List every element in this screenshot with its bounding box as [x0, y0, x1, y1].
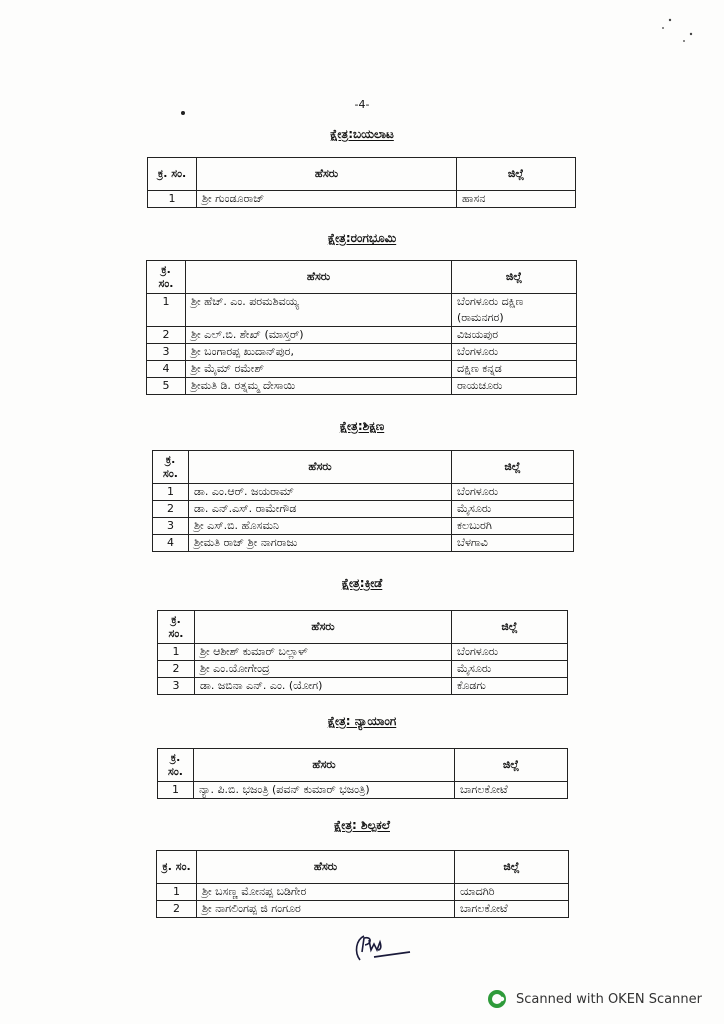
- cell-sno: 3: [158, 678, 195, 695]
- cell-sno: 3: [153, 518, 189, 535]
- cell-district: ರಾಯಚೂರು: [452, 378, 577, 395]
- header-district: ಜಿಲ್ಲೆ: [455, 851, 569, 884]
- cell-name: ಶ್ರೀ ನಾಗಲಿಂಗಪ್ಪ ಜಿ ಗಂಗೂರ: [197, 901, 455, 918]
- cell-sno: 2: [157, 901, 197, 918]
- cell-district: ಬೆಳಗಾವಿ: [452, 535, 574, 552]
- header-sno: ಕ್ರ. ಸಂ.: [158, 611, 195, 644]
- signature: [350, 930, 420, 966]
- section-title: [0, 231, 724, 246]
- cell-name: ಶ್ರೀಮತಿ ಡಿ. ರತ್ನಮ್ಮ ದೇಸಾಯಿ: [186, 378, 452, 395]
- section-title: [0, 818, 724, 833]
- table-row: [147, 327, 577, 344]
- cell-name: ಶ್ರೀ ಬಸಣ್ಣ ಮೋನಪ್ಪ ಬಡಿಗೇರ: [197, 884, 455, 901]
- awardee-table: [157, 748, 568, 799]
- cell-name: ಡಾ. ಜಬಿನಾ ಎನ್. ಎಂ. (ಯೋಗ): [195, 678, 452, 695]
- header-district: ಜಿಲ್ಲೆ: [452, 611, 568, 644]
- header-sno: ಕ್ರ. ಸಂ.: [147, 261, 186, 294]
- watermark-text: Scanned with OKEN Scanner: [516, 991, 702, 1007]
- cell-name: ಶ್ರೀ ಹೆಚ್. ಎಂ. ಪರಮಶಿವಯ್ಯ: [186, 294, 452, 327]
- table-header-row: [147, 261, 577, 294]
- cell-sno: 4: [147, 361, 186, 378]
- cell-sno: 1: [158, 644, 195, 661]
- table-row: [157, 884, 569, 901]
- cell-sno: 3: [147, 344, 186, 361]
- header-name: ಹೆಸರು: [195, 611, 452, 644]
- cell-sno: 2: [147, 327, 186, 344]
- cell-district: ಕಲಬುರಗಿ: [452, 518, 574, 535]
- table-header-row: [158, 611, 568, 644]
- table-header-row: [157, 851, 569, 884]
- table-row: [158, 644, 568, 661]
- header-name: ಹೆಸರು: [186, 261, 452, 294]
- header-sno: ಕ್ರ. ಸಂ.: [148, 158, 197, 191]
- cell-name: ಶ್ರೀ ಎಲ್.ಬಿ. ಶೇಖ್ (ಮಾಸ್ತರ್): [186, 327, 452, 344]
- cell-sno: 1: [153, 484, 189, 501]
- cell-name: ಶ್ರೀಮತಿ ರಾಜ್ ಶ್ರೀ ನಾಗರಾಜು: [189, 535, 452, 552]
- cell-name: ಶ್ರೀ ಮೈಮ್ ರಮೇಶ್: [186, 361, 452, 378]
- table-row: [147, 361, 577, 378]
- cell-district: ಬಾಗಲಕೋಟೆ: [455, 901, 569, 918]
- cell-sno: 2: [158, 661, 195, 678]
- header-sno: ಕ್ರ. ಸಂ.: [157, 851, 197, 884]
- cell-name: ಶ್ರೀ ಬಂಗಾರಪ್ಪ ಖುದಾನ್‌ಪುರ,: [186, 344, 452, 361]
- cell-sno: 4: [153, 535, 189, 552]
- cell-district: ಬೆಂಗಳೂರು: [452, 484, 574, 501]
- cell-district: ಬಾಗಲಕೋಟೆ: [455, 782, 568, 799]
- cell-district: ಹಾಸನ: [457, 191, 576, 208]
- table-row: [147, 294, 577, 327]
- cell-district: ಮೈಸೂರು: [452, 661, 568, 678]
- header-name: ಹೆಸರು: [189, 451, 452, 484]
- table-row: [158, 661, 568, 678]
- cell-sno: 1: [158, 782, 194, 799]
- header-district: ಜಿಲ್ಲೆ: [457, 158, 576, 191]
- cell-district: ಬೆಂಗಳೂರು: [452, 344, 577, 361]
- header-name: ಹೆಸರು: [194, 749, 455, 782]
- table-row: [153, 484, 574, 501]
- section-title-text: ಕ್ಷೇತ್ರ: ಶಿಲ್ಪಕಲೆ: [334, 818, 390, 832]
- scan-specks: [660, 8, 710, 48]
- cell-district: ಕೊಡಗು: [452, 678, 568, 695]
- awardee-table: [146, 260, 577, 395]
- header-sno: ಕ್ರ. ಸಂ.: [158, 749, 194, 782]
- table-row: [147, 378, 577, 395]
- table-header-row: [153, 451, 574, 484]
- table-row: [153, 535, 574, 552]
- table-row: [153, 501, 574, 518]
- section-title: [0, 714, 724, 729]
- cell-sno: 2: [153, 501, 189, 518]
- header-district: ಜಿಲ್ಲೆ: [455, 749, 568, 782]
- speck: [181, 111, 185, 115]
- cell-name: ಶ್ರೀ ಆಶೀಶ್ ಕುಮಾರ್ ಬಲ್ಲಾಳ್: [195, 644, 452, 661]
- section-title-text: ಕ್ಷೇತ್ರ:ರಂಗಭೂಮಿ: [327, 231, 397, 245]
- header-district: ಜಿಲ್ಲೆ: [452, 451, 574, 484]
- header-district: ಜಿಲ್ಲೆ: [452, 261, 577, 294]
- table-header-row: [148, 158, 576, 191]
- section-title: [0, 576, 724, 591]
- cell-district: ಯಾದಗಿರಿ: [455, 884, 569, 901]
- section-title-text: ಕ್ಷೇತ್ರ:ಕ್ರೀಡೆ: [341, 576, 383, 590]
- cell-name: ಶ್ರೀ ಗುಂಡೂರಾಜ್: [197, 191, 457, 208]
- awardee-table: [147, 157, 576, 208]
- cell-name: ಶ್ರೀ ಎಂ.ಯೋಗೇಂದ್ರ: [195, 661, 452, 678]
- header-name: ಹೆಸರು: [197, 158, 457, 191]
- cell-name: ಶ್ರೀ ಎಸ್.ಬಿ. ಹೊಸಮನಿ: [189, 518, 452, 535]
- scanner-watermark: [488, 990, 702, 1008]
- cell-district: ದಕ್ಷಿಣ ಕನ್ನಡ: [452, 361, 577, 378]
- section-title-text: ಕ್ಷೇತ್ರ: ನ್ಯಾಯಾಂಗ: [327, 714, 397, 728]
- section-title: [0, 127, 724, 142]
- cell-name: ನ್ಯಾ. ಪಿ.ಬಿ. ಭಜಂತ್ರಿ (ಪವನ್ ಕುಮಾರ್ ಭಜಂತ್ರಿ): [194, 782, 455, 799]
- cell-district: ವಿಜಯಪುರ: [452, 327, 577, 344]
- table-row: [147, 344, 577, 361]
- page-number: -4-: [354, 98, 370, 111]
- table-row: [158, 678, 568, 695]
- table-row: [148, 191, 576, 208]
- table-row: [157, 901, 569, 918]
- section-title-text: ಕ್ಷೇತ್ರ:ಬಯಲಾಟ: [330, 127, 394, 141]
- cell-name: ಡಾ. ಎನ್.ಎಸ್. ರಾಮೇಗೌಡ: [189, 501, 452, 518]
- section-title: [0, 419, 724, 434]
- cell-name: ಡಾ. ಎಂ.ಆರ್. ಜಯರಾಮ್: [189, 484, 452, 501]
- cell-sno: 1: [147, 294, 186, 327]
- table-row: [158, 782, 568, 799]
- table-header-row: [158, 749, 568, 782]
- section-title-text: ಕ್ಷೇತ್ರ:ಶಿಕ್ಷಣ: [339, 419, 385, 433]
- cell-sno: 5: [147, 378, 186, 395]
- header-sno: ಕ್ರ. ಸಂ.: [153, 451, 189, 484]
- cell-district: ಬೆಂಗಳೂರು ದಕ್ಷಿಣ (ರಾಮನಗರ): [452, 294, 577, 327]
- cell-district: ಮೈಸೂರು: [452, 501, 574, 518]
- cell-district: ಬೆಂಗಳೂರು: [452, 644, 568, 661]
- header-name: ಹೆಸರು: [197, 851, 455, 884]
- table-row: [153, 518, 574, 535]
- awardee-table: [156, 850, 569, 918]
- oken-logo-icon: [488, 990, 506, 1008]
- cell-sno: 1: [148, 191, 197, 208]
- awardee-table: [157, 610, 568, 695]
- cell-sno: 1: [157, 884, 197, 901]
- awardee-table: [152, 450, 574, 552]
